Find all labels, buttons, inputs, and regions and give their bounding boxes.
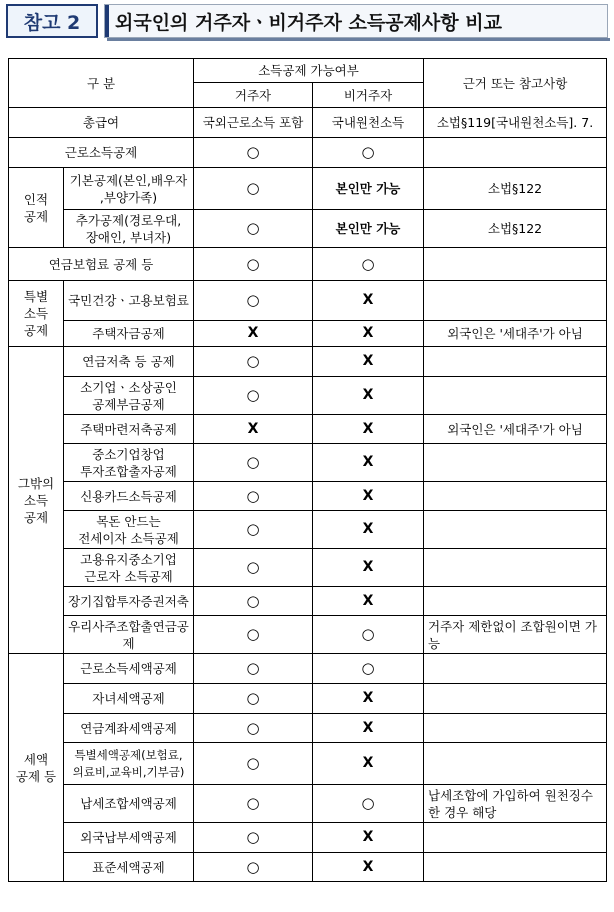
resident-cell: ○ xyxy=(194,168,313,210)
nonresident-cell: X xyxy=(313,684,424,714)
basis-cell xyxy=(424,549,607,587)
resident-cell: ○ xyxy=(194,684,313,714)
row-label: 연금저축 등 공제 xyxy=(64,347,194,377)
table-row xyxy=(9,654,607,684)
nonresident-cell: ○ xyxy=(313,248,424,281)
basis-cell xyxy=(424,853,607,882)
group-personal: 인적 공제 xyxy=(23,191,49,224)
resident-cell: ○ xyxy=(194,785,313,823)
resident-cell: ○ xyxy=(194,210,313,248)
table-row xyxy=(9,853,607,882)
nonresident-cell: X xyxy=(313,415,424,444)
row-label: 목돈 안드는 전세이자 소득공제 xyxy=(64,511,194,549)
table-row xyxy=(9,281,607,321)
nonresident-cell: X xyxy=(313,549,424,587)
deduction-comparison-table xyxy=(8,58,607,882)
nonresident-cell: X xyxy=(313,714,424,743)
table-row xyxy=(9,444,607,482)
basis-cell xyxy=(424,482,607,511)
table-row xyxy=(9,684,607,714)
nonresident-cell: X xyxy=(313,482,424,511)
nonresident-cell: X xyxy=(313,347,424,377)
table-row xyxy=(9,823,607,853)
resident-cell: ○ xyxy=(194,549,313,587)
basis-cell: 납세조합에 가입하여 원천징수한 경우 해당 xyxy=(424,785,607,823)
resident-cell: ○ xyxy=(194,616,313,654)
header-resident: 거주자 xyxy=(194,83,313,108)
table-row xyxy=(9,616,607,654)
row-label: 주택마련저축공제 xyxy=(64,415,194,444)
basis-cell xyxy=(424,684,607,714)
nonresident-cell: ○ xyxy=(313,138,424,168)
resident-cell: ○ xyxy=(194,347,313,377)
group-label xyxy=(9,281,64,347)
basis-cell xyxy=(424,587,607,616)
nonresident-cell: X xyxy=(313,281,424,321)
table-row xyxy=(9,321,607,347)
group-label xyxy=(9,168,64,248)
nonresident-cell: ○ xyxy=(313,616,424,654)
row-label: 근로소득세액공제 xyxy=(64,654,194,684)
resident-cell: ○ xyxy=(194,654,313,684)
table-row xyxy=(9,511,607,549)
row-label: 기본공제(본인,배우자 ,부양가족) xyxy=(64,168,194,210)
group-other: 그밖의 소득 공제 xyxy=(17,475,55,525)
basis-cell: 거주자 제한없이 조합원이면 가능 xyxy=(424,616,607,654)
nonresident-cell: X xyxy=(313,377,424,415)
row-label: 추가공제(경로우대, 장애인, 부녀자) xyxy=(64,210,194,248)
nonresident-cell: X xyxy=(313,853,424,882)
nonresident-cell: X xyxy=(313,321,424,347)
row-label: 소기업ㆍ소상공인 공제부금공제 xyxy=(64,377,194,415)
nonresident-cell: X xyxy=(313,743,424,785)
basis-cell xyxy=(424,823,607,853)
table-row xyxy=(9,482,607,511)
row-label: 특별세액공제(보험료, 의료비,교육비,기부금) xyxy=(64,743,194,785)
header-nonresident: 비거주자 xyxy=(313,83,424,108)
basis-cell xyxy=(424,248,607,281)
row-label: 연금보험료 공제 등 xyxy=(9,248,194,281)
header-basis: 근거 또는 참고사항 xyxy=(424,59,607,108)
resident-cell: X xyxy=(194,321,313,347)
table-row xyxy=(9,587,607,616)
resident-cell: ○ xyxy=(194,377,313,415)
basis-cell xyxy=(424,347,607,377)
table-row xyxy=(9,743,607,785)
row-label: 자녀세액공제 xyxy=(64,684,194,714)
nonresident-cell: X xyxy=(313,511,424,549)
nonresident-cell: X xyxy=(313,444,424,482)
basis-cell xyxy=(424,377,607,415)
basis-cell xyxy=(424,281,607,321)
table-row xyxy=(9,347,607,377)
table-row xyxy=(9,415,607,444)
basis-cell: 외국인은 '세대주'가 아님 xyxy=(424,321,607,347)
row-label: 연금계좌세액공제 xyxy=(64,714,194,743)
nonresident-cell: ○ xyxy=(313,785,424,823)
resident-cell: ○ xyxy=(194,823,313,853)
row-label: 외국납부세액공제 xyxy=(64,823,194,853)
resident-cell: ○ xyxy=(194,281,313,321)
resident-cell: ○ xyxy=(194,853,313,882)
resident-cell: 국외근로소득 포함 xyxy=(194,108,313,138)
header-possible: 소득공제 가능여부 xyxy=(194,59,424,83)
resident-cell: X xyxy=(194,415,313,444)
row-label: 주택자금공제 xyxy=(64,321,194,347)
nonresident-cell: 본인만 가능 xyxy=(313,168,424,210)
header-category: 구 분 xyxy=(9,59,194,108)
nonresident-cell: 국내원천소득 xyxy=(313,108,424,138)
basis-cell: 소법§122 xyxy=(424,168,607,210)
row-label: 우리사주조합출연금공제 xyxy=(64,616,194,654)
group-label xyxy=(9,347,64,654)
table-row xyxy=(9,785,607,823)
title-shadow xyxy=(107,38,610,41)
basis-cell xyxy=(424,444,607,482)
table-row xyxy=(9,248,607,281)
page-title: 외국인의 거주자ㆍ비거주자 소득공제사항 비교 xyxy=(115,11,502,34)
row-label: 국민건강ㆍ고용보험료 xyxy=(64,281,194,321)
row-label: 표준세액공제 xyxy=(64,853,194,882)
basis-cell xyxy=(424,743,607,785)
row-label: 신용카드소득공제 xyxy=(64,482,194,511)
group-label xyxy=(9,654,64,882)
page-title-box xyxy=(104,4,608,38)
basis-cell: 소법§119[국내원천소득]. 7. xyxy=(424,108,607,138)
basis-cell xyxy=(424,654,607,684)
resident-cell: ○ xyxy=(194,444,313,482)
group-special: 특별 소득 공제 xyxy=(23,289,49,338)
resident-cell: ○ xyxy=(194,248,313,281)
row-label: 고용유지중소기업 근로자 소득공제 xyxy=(64,549,194,587)
table-row xyxy=(9,108,607,138)
table-row xyxy=(9,549,607,587)
basis-cell: 소법§122 xyxy=(424,210,607,248)
resident-cell: ○ xyxy=(194,138,313,168)
nonresident-cell: 본인만 가능 xyxy=(313,210,424,248)
basis-cell xyxy=(424,511,607,549)
resident-cell: ○ xyxy=(194,511,313,549)
title-accent-bar xyxy=(105,5,109,37)
nonresident-cell: ○ xyxy=(313,654,424,684)
table-row xyxy=(9,714,607,743)
table-row xyxy=(9,168,607,210)
resident-cell: ○ xyxy=(194,743,313,785)
basis-cell xyxy=(424,714,607,743)
page-header xyxy=(6,4,608,40)
resident-cell: ○ xyxy=(194,714,313,743)
table-row xyxy=(9,210,607,248)
table-row xyxy=(9,138,607,168)
reference-badge: 참고 2 xyxy=(6,4,98,38)
row-label: 납세조합세액공제 xyxy=(64,785,194,823)
resident-cell: ○ xyxy=(194,482,313,511)
row-label: 장기집합투자증권저축 xyxy=(64,587,194,616)
resident-cell: ○ xyxy=(194,587,313,616)
table-row xyxy=(9,377,607,415)
row-label: 근로소득공제 xyxy=(9,138,194,168)
basis-cell: 외국인은 '세대주'가 아님 xyxy=(424,415,607,444)
basis-cell xyxy=(424,138,607,168)
row-label: 총급여 xyxy=(9,108,194,138)
row-label: 중소기업창업 투자조합출자공제 xyxy=(64,444,194,482)
nonresident-cell: X xyxy=(313,823,424,853)
nonresident-cell: X xyxy=(313,587,424,616)
group-tax-credit: 세액 공제 등 xyxy=(15,751,57,784)
